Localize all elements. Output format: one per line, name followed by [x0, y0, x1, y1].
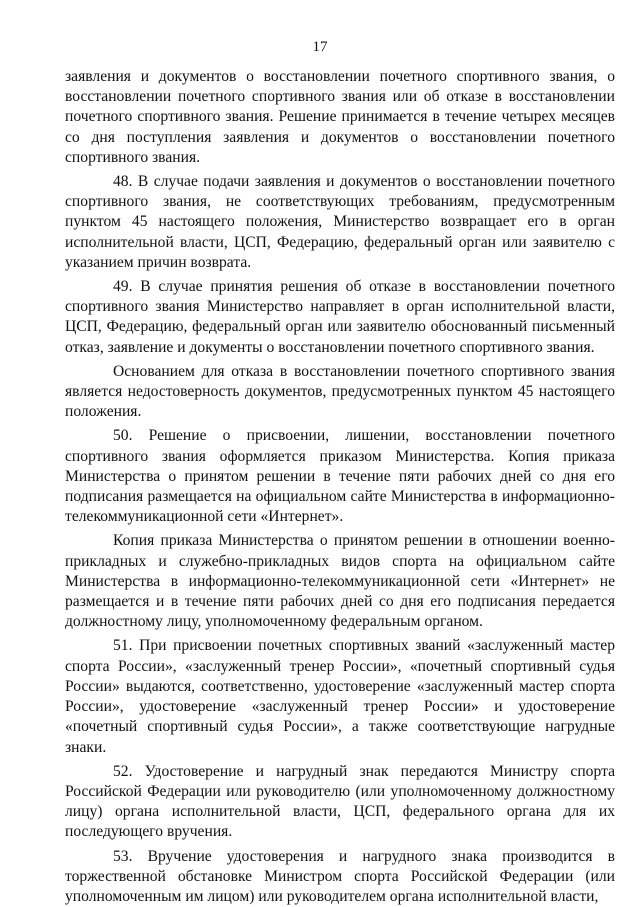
paragraph-item-49: 49. В случае принятия решения об отказе в восстановлении почетного спортивного звания Министерство направляет в орган исполнительной власти, ЦСП, Федерацию, федеральный орган или заявителю обоснованный письменный отказ, заявление и документы о восстановлении почетного спортивного звания.	[65, 278, 615, 356]
paragraph-item-51: 51. При присвоении почетных спортивных званий «заслуженный мастер спорта России», «заслуженный тренер России», «почетный спортивный судья России» выдаются, соответственно, удостоверение «заслуженный мастер спорта России», удостоверение «заслуженный тренер России» и удостоверение «почетный спортивный судья России», а также соответствующие нагрудные знаки.	[65, 637, 615, 756]
paragraph-item-53: 53. Вручение удостоверения и нагрудного знака производится в торжественной обстановке Министром спорта Российской Федерации (или уполномоченным им лицом) или руководителем органа исполнительной власти,	[65, 847, 615, 905]
document-body	[65, 67, 615, 907]
paragraph-item-52: 52. Удостоверение и нагрудный знак передаются Министру спорта Российской Федерации или руководителю (или уполномоченному должностному лицу) органа исполнительной власти, ЦСП, федерального органа для их последующего вручения.	[65, 762, 615, 841]
paragraph-order-copy: Копия приказа Министерства о принятом решении в отношении военно-прикладных и служебно-прикладных видов спорта на официальном сайте Министерства в информационно-телекоммуникационной сети «Интернет» не размещается и в течение пяти рабочих дней со дня его подписания передается должностному лицу, уполномоченному федеральным органом.	[65, 532, 615, 631]
paragraph-continuation: заявления и документов о восстановлении почетного спортивного звания, о восстановлении почетного спортивного звания или об отказе в восстановлении почетного спортивного звания. Решение принимается в течение четырех месяцев со дня поступления заявления и документов о восстановлении почетного спортивного звания.	[65, 68, 615, 166]
paragraph-refusal-grounds: Основанием для отказа в восстановлении почетного спортивного звания является недостоверность документов, предусмотренных пунктом 45 настоящего положения.	[65, 362, 615, 421]
paragraph-item-48: 48. В случае подачи заявления и документов о восстановлении почетного спортивного звания, не соответствующих требованиям, предусмотренным пунктом 45 настоящего положения, Министерство возвращает его в орган исполнительной власти, ЦСП, Федерацию, федеральный орган или заявителю с указанием причин возврата.	[65, 173, 615, 271]
page-number: 17	[312, 39, 328, 55]
paragraph-item-50: 50. Решение о присвоении, лишении, восстановлении почетного спортивного звания оформляется приказом Министерства. Копия приказа Министерства о принятом решении в течение пяти рабочих дней со дня его подписания размещается на официальном сайте Министерства в информационно-телекоммуникационной сети «Интернет».	[65, 427, 615, 526]
